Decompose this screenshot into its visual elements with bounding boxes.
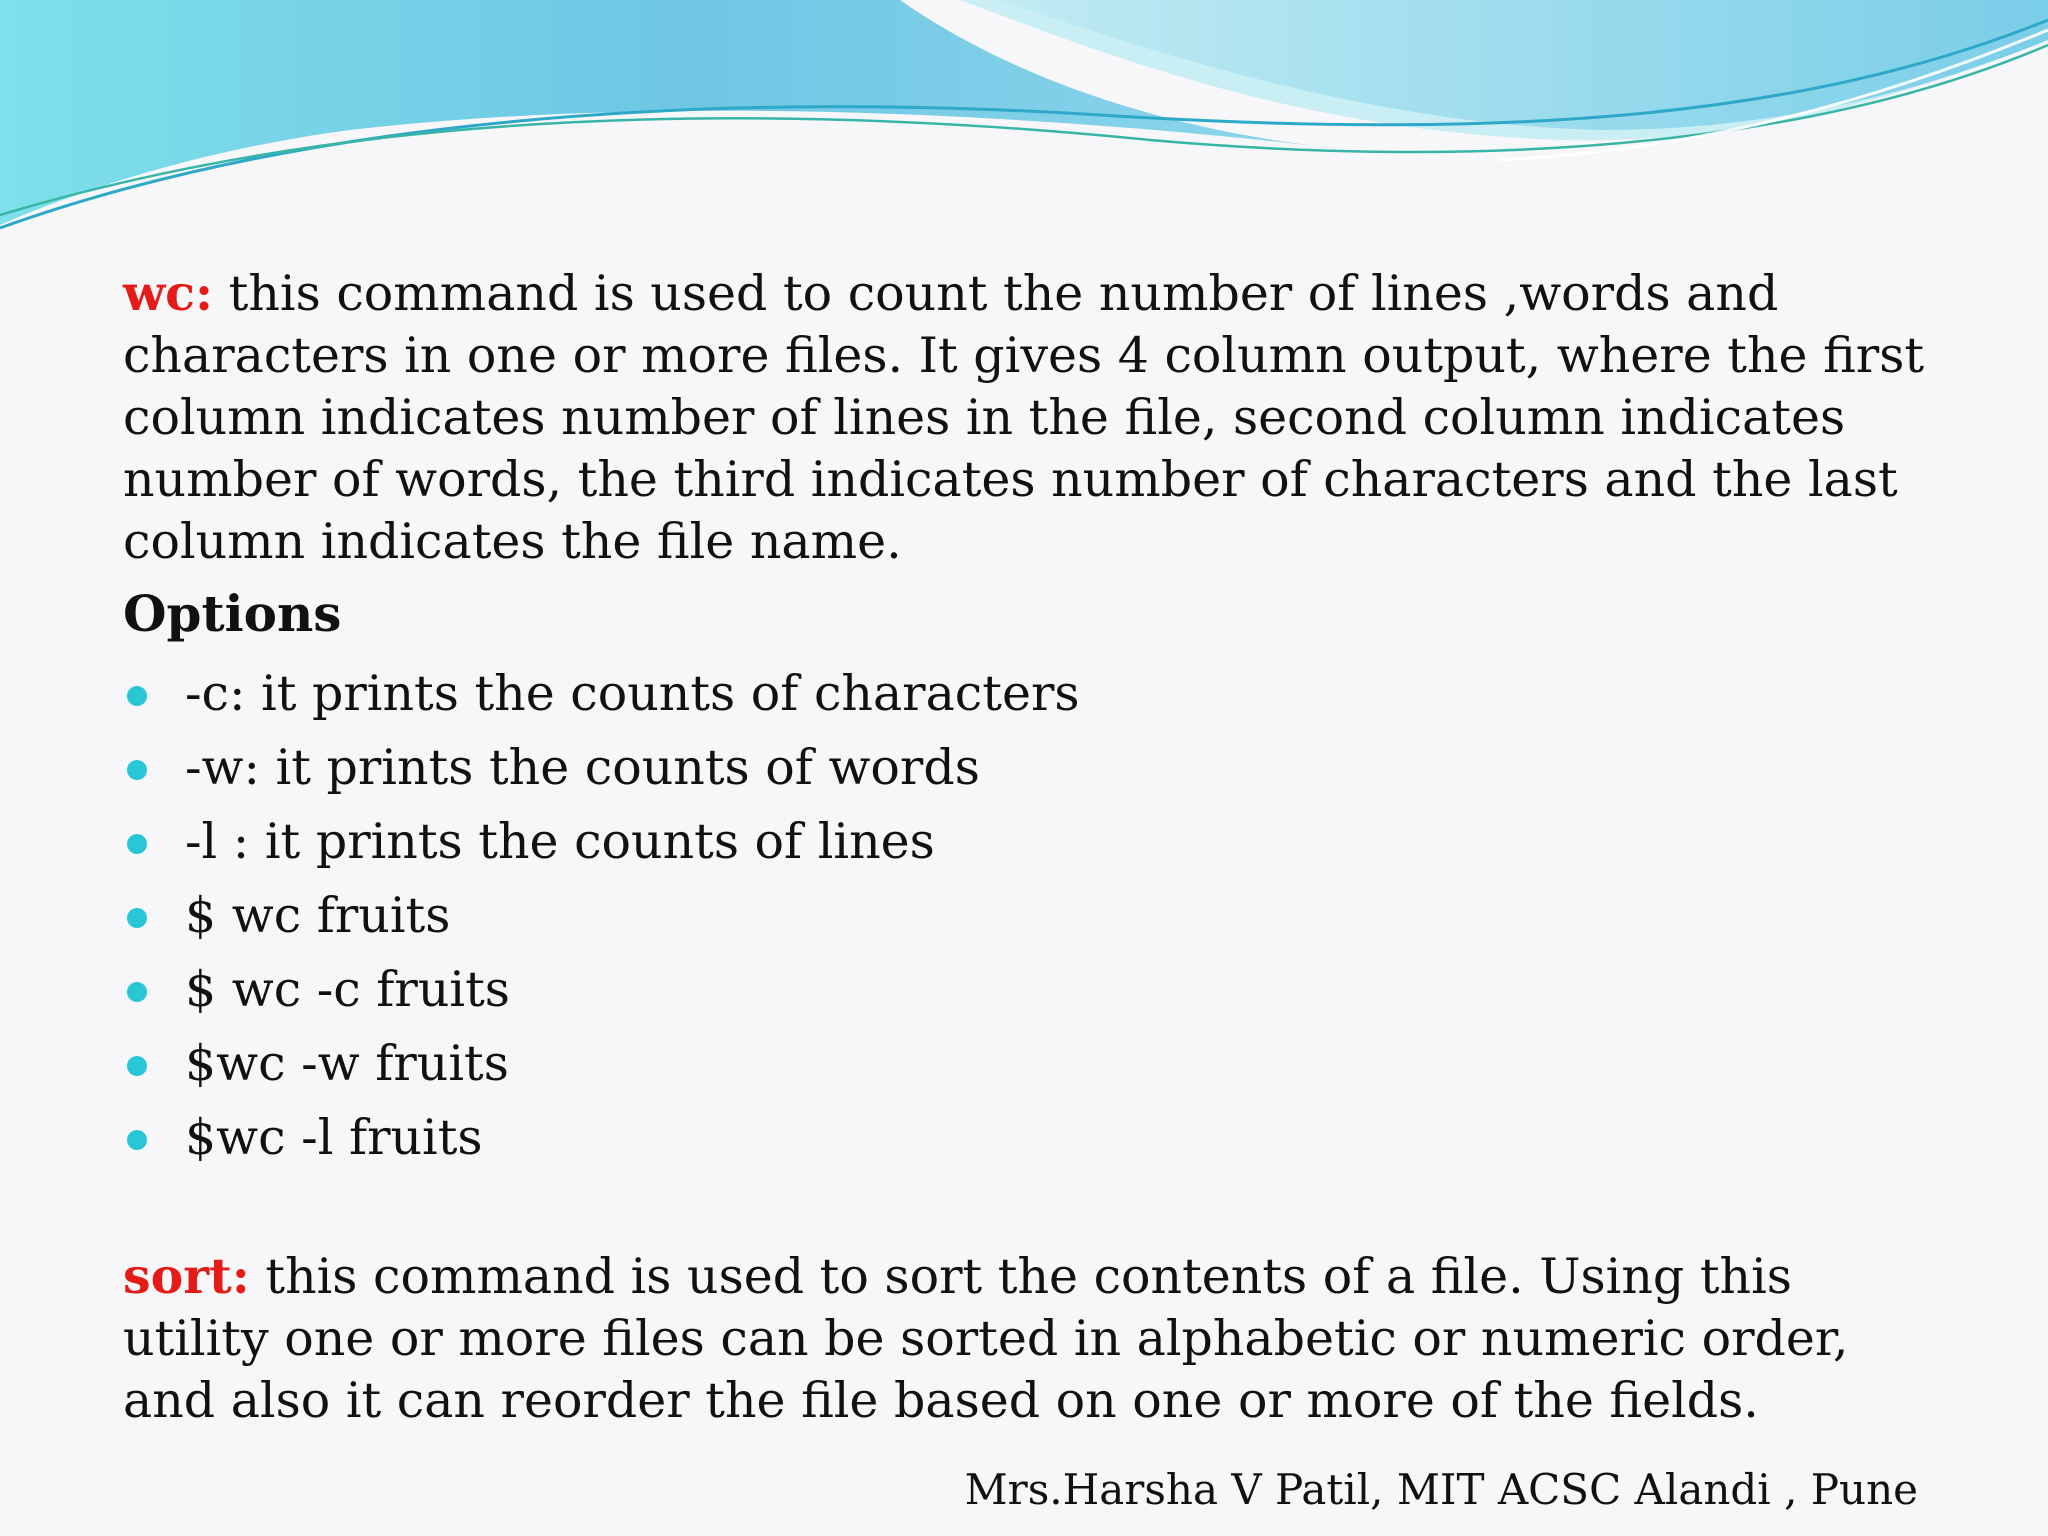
sort-description: this command is used to sort the contents of a file. Using this utility one or more files can be sorted in alphabetic or numeric order, and also it can reorder the file based on one or more of the fields. [123, 1248, 1849, 1429]
list-item [123, 657, 1953, 731]
options-heading: Options [123, 584, 342, 643]
bullet-icon [127, 834, 147, 854]
list-item [123, 1101, 1953, 1175]
wc-paragraph [123, 262, 1953, 573]
bullet-icon [127, 982, 147, 1002]
bullet-icon [127, 1130, 147, 1150]
option-text: -l : it prints the counts of lines [185, 813, 935, 870]
option-text: $wc -w fruits [185, 1035, 509, 1092]
header-wave-decoration [0, 0, 2048, 250]
list-item [123, 805, 1953, 879]
bullet-icon [127, 760, 147, 780]
wc-keyword: wc: [123, 264, 214, 322]
option-text: $ wc fruits [185, 887, 451, 944]
footer-credit: Mrs.Harsha V Patil, MIT ACSC Alandi , Pune [964, 1465, 1918, 1514]
list-item [123, 879, 1953, 953]
option-text: -w: it prints the counts of words [185, 739, 980, 796]
option-text: $ wc -c fruits [185, 961, 510, 1018]
bullet-icon [127, 908, 147, 928]
slide-content [123, 262, 1953, 1432]
options-list [123, 657, 1953, 1175]
spacer [123, 1175, 1953, 1245]
option-text: $wc -l fruits [185, 1109, 483, 1166]
sort-keyword: sort: [123, 1247, 250, 1305]
wc-description: this command is used to count the number of lines ,words and characters in one or more files. It gives 4 column output, where the first column indicates number of lines in the file, second column indicates number of words, the third indicates number of characters and the last column indicates the file name. [123, 265, 1925, 570]
option-text: -c: it prints the counts of characters [185, 665, 1080, 722]
bullet-icon [127, 686, 147, 706]
bullet-icon [127, 1056, 147, 1076]
list-item [123, 731, 1953, 805]
list-item [123, 953, 1953, 1027]
sort-paragraph [123, 1245, 1953, 1432]
list-item [123, 1027, 1953, 1101]
